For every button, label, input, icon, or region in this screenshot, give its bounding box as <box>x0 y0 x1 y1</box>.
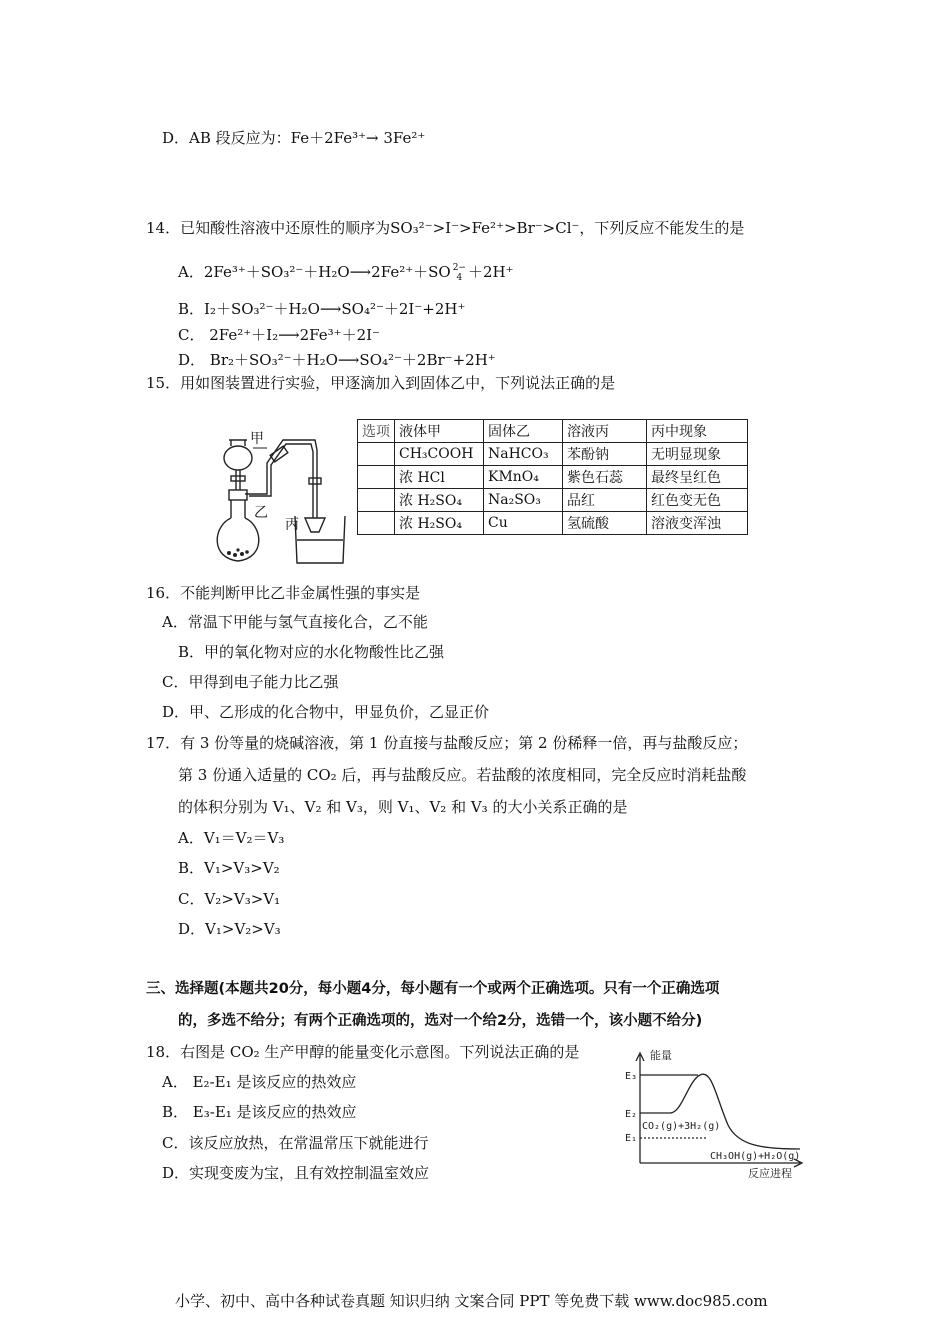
energy-diagram <box>620 1045 810 1185</box>
q17-stem-line2: 第 3 份通入适量的 CO₂ 后，再与盐酸反应。若盐酸的浓度相同，完全反应时消耗盐酸 <box>178 766 747 784</box>
energy-label-products: CH₃OH(g)+H₂O(g) <box>710 1151 801 1162</box>
q15-stem: 15．用如图装置进行实验，甲逐滴加入到固体乙中，下列说法正确的是 <box>146 374 616 392</box>
section3-heading-line2: 的，多选不给分；有两个正确选项的，选对一个给2分，选错一个，该小题不给分) <box>178 1013 703 1029</box>
q17-option-b: B．V₁>V₃>V₂ <box>178 859 280 877</box>
q14-option-d: D． Br₂＋SO₃²⁻＋H₂O⟶SO₄²⁻＋2Br⁻+2H⁺ <box>178 351 496 369</box>
table-header-cell: 液体甲 <box>395 420 484 443</box>
q17-stem-line1: 17．有 3 份等量的烧碱溶液，第 1 份直接与盐酸反应；第 2 份稀释一倍，再与盐酸反应； <box>146 734 748 752</box>
q17-stem-line3: 的体积分别为 V₁、V₂ 和 V₃，则 V₁、V₂ 和 V₃ 的大小关系正确的是 <box>178 798 628 816</box>
table-header-cell: 固体乙 <box>484 420 563 443</box>
q14-option-b: B．I₂＋SO₃²⁻＋H₂O⟶SO₄²⁻＋2I⁻+2H⁺ <box>178 300 466 318</box>
q16-stem: 16．不能判断甲比乙非金属性强的事实是 <box>146 584 421 602</box>
sulfate-charge: 2− 4 <box>452 263 466 283</box>
table-row: D 浓 H₂SO₄ Cu 氢硫酸 溶液变浑浊 <box>358 512 748 535</box>
page-footer: 小学、初中、高中各种试卷真题 知识归纳 文案合同 PPT 等免费下载 www.doc985.com <box>175 1292 768 1310</box>
energy-label-e1: E₁ <box>625 1133 638 1144</box>
energy-label-e3: E₃ <box>625 1071 638 1082</box>
table-header-cell: 选项 <box>358 420 395 443</box>
table-row: C 浓 H₂SO₄ Na₂SO₃ 品红 红色变无色 <box>358 489 748 512</box>
energy-ylabel: 能量 <box>650 1049 672 1062</box>
q17-option-a: A．V₁＝V₂＝V₃ <box>178 829 285 847</box>
q18-option-b: B． E₃-E₁ 是该反应的热效应 <box>162 1103 357 1121</box>
q16-option-b: B．甲的氧化物对应的水化物酸性比乙强 <box>178 643 445 661</box>
q16-option-a: A．常温下甲能与氢气直接化合，乙不能 <box>162 613 428 631</box>
table-row: B 浓 HCl KMnO₄ 紫色石蕊 最终呈红色 <box>358 466 748 489</box>
q18-option-c: C．该反应放热，在常温常压下就能进行 <box>162 1134 429 1152</box>
energy-label-e2: E₂ <box>625 1109 638 1120</box>
q16-option-d: D．甲、乙形成的化合物中，甲显负价，乙显正价 <box>162 703 490 721</box>
apparatus-label-jia: 甲 <box>250 431 264 447</box>
q18-stem: 18．右图是 CO₂ 生产甲醇的能量变化示意图。下列说法正确的是 <box>146 1043 580 1061</box>
q16-option-c: C．甲得到电子能力比乙强 <box>162 673 339 691</box>
table-header-cell: 溶液丙 <box>563 420 647 443</box>
q14-option-a: A．2Fe³⁺＋SO₃²⁻＋H₂O⟶2Fe²⁺＋SO 2− 4 ＋2H⁺ <box>178 263 514 283</box>
apparatus-label-bing: 丙 <box>285 517 299 533</box>
q15-table <box>357 419 748 535</box>
section3-heading-line1: 三、选择题(本题共20分，每小题4分，每小题有一个或两个正确选项。只有一个正确选项 <box>146 981 720 997</box>
q14-stem: 14．已知酸性溶液中还原性的顺序为SO₃²⁻>I⁻>Fe²⁺>Br⁻>Cl⁻，下列反应不能发生的是 <box>146 219 745 237</box>
q17-option-c: C．V₂>V₃>V₁ <box>178 890 281 908</box>
q17-option-d: D．V₁>V₂>V₃ <box>178 920 281 938</box>
energy-label-reactants: CO₂(g)+3H₂(g) <box>642 1121 721 1132</box>
q14-option-c: C． 2Fe²⁺＋I₂⟶2Fe³⁺＋2I⁻ <box>178 326 380 344</box>
table-header-row <box>358 420 748 443</box>
q18-option-a: A． E₂-E₁ 是该反应的热效应 <box>162 1073 357 1091</box>
table-row: A CH₃COOH NaHCO₃ 苯酚钠 无明显现象 <box>358 443 748 466</box>
apparatus-label-yi: 乙 <box>254 505 268 521</box>
apparatus-diagram <box>205 418 365 568</box>
energy-xlabel: 反应进程 <box>748 1167 792 1180</box>
q18-option-d: D．实现变废为宝，且有效控制温室效应 <box>162 1164 430 1182</box>
table-header-cell: 丙中现象 <box>647 420 748 443</box>
q13-option-d: D．AB 段反应为：Fe＋2Fe³⁺→ 3Fe²⁺ <box>162 129 426 147</box>
